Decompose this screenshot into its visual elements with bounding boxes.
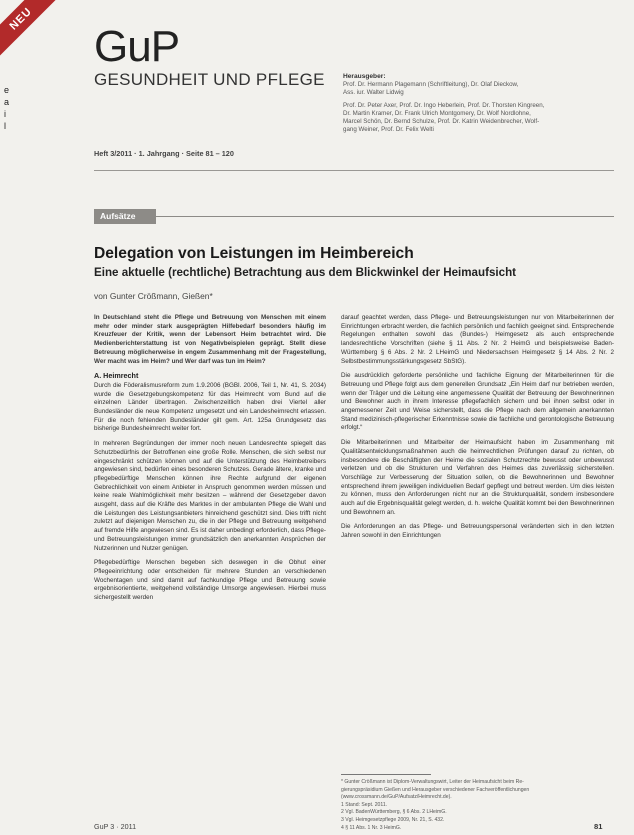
journal-logo: GuP [94,22,180,71]
footnote: gierungspräsidium Gießen und Herausgeber verschiedener Fachveröffentlichungen [341,786,530,793]
body-paragraph: darauf geachtet werden, dass Pflege- und Betreuungsleistungen nur von Mitarbeiterinnen der Einrichtungen erbracht werden, die fachlich persönlich und fachlich geeignet sind. Entsprechende Regelungen enthalten sowohl das (Bundes-) Heimgesetz als auch entsprechende landesrechtliche Vorschriften (siehe § 11 Abs. 2 Nr. 2 HeimG und beispielsweise Baden-Württemberg § 6 Abs. 2 Nr. 2 LHeimG und Niedersachsen Heimgesetz § 14 Abs. 2 Nr. 2 Selbstbestimmungsstärkungsgesetz SbStG). [341,314,614,365]
page-number: 81 [594,822,603,831]
footnote-divider [341,774,431,775]
editor-line: Ass. iur. Walter Lidwig [343,89,404,96]
body-paragraph: Die Anforderungen an das Pflege- und Betreuungspersonal veränderten sich in den letzten Jahren sowohl in den Einrichtungen [341,523,614,540]
advisory-line: gang Weiner, Prof. Dr. Felix Welti [343,126,434,133]
section-divider [156,216,614,217]
header-divider [94,170,614,171]
journal-subtitle: GESUNDHEIT UND PFLEGE [94,70,325,89]
footnote: 4 § 11 Abs. 1 Nr. 3 HeimG. [341,824,402,831]
section-heading: A. Heimrecht [94,371,139,381]
footnote: 3 Vgl. Heimgesetzpflege 2009, Nr. 21, S. 432. [341,816,445,823]
section-label: Aufsätze [94,209,156,224]
advisory-line: Dr. Martin Kramer, Dr. Frank Ulrich Montgomery, Dr. Wolf Nordlohne, [343,110,531,117]
lead-paragraph: In Deutschland steht die Pflege und Betreuung von Menschen mit einem mehr oder minder stark ausgeprägten Hilfebedarf besonders häufig im Kreuzfeuer der Kritik, wenn der Lebensort Heim betrachtet wird. Die Medienberichterstattung ist von Negativbeispielen geprägt. Stellt diese Betreuung möglicherweise in engem Zusammenhang mit der Fragestellung, Wer macht was im Heim? und Wer darf was tun im Heim? [94,314,326,365]
edge-mark: l [4,121,6,131]
edge-mark: a [4,97,10,107]
article-subtitle: Eine aktuelle (rechtliche) Betrachtung aus dem Blickwinkel der Heimaufsicht [94,266,517,279]
editors-block [343,73,613,139]
body-paragraph: Durch die Föderalismusreform zum 1.9.2006 (BGBl. 2006, Teil 1, Nr. 41, S. 2034) wurde die Gesetzgebungskompetenz für das Heimrecht vom Bund auf die einzelnen Länder übertragen. Zwischenzeitlich haben drei Viertel aller Bundesländer die neue Kompetenz umgesetzt und ein Landesheimrecht erlassen. Für die noch fehlenden Bundesländer gilt gem. Art. 125a Grundgesetz das bisherige Bundesheimrecht weiter fort. [94,381,326,433]
edge-mark: i [4,109,6,119]
editor-line: Prof. Dr. Hermann Plagemann (Schriftleitung), Dr. Olaf Dieckow, [343,81,519,88]
article-author: von Gunter Crößmann, Gießen* [94,291,213,301]
body-paragraph: Pflegebedürftige Menschen begeben sich deswegen in die Obhut einer Pflegeeinrichtung oder entscheiden für mehrere Stunden an verschiedenen Wochentagen und sind damit auf fachkundige Pflege und Betreuung sowie ergebnisorientierte, weitgehend vollständige Umsorge angewiesen. Hierbei muss sichergestellt werden [94,559,326,602]
new-ribbon: NEU [0,0,68,66]
left-column [94,314,326,812]
advisory-line: Marcel Schön, Dr. Bernd Schulze, Prof. Dr. Katrin Weidenbrecher, Wolf- [343,118,540,125]
footnote: (www.crossmann.de/GuP/Aufsatz/Heimrecht.de). [341,794,452,801]
edge-mark: e [4,85,10,95]
right-column [341,314,614,769]
footnote: 1 Stand: Sept. 2011. [341,801,388,808]
body-paragraph: Die ausdrücklich geforderte persönliche und fachliche Eignung der Mitarbeiterinnen für die Betreuung und Pflege folgt aus dem generellen Grundsatz „Ein Heim darf nur betrieben werden, wenn der Träger und die Leitung eine angemessene Qualität der Betreuung der Bewohnerinnen und Bewohner auch in ihrem Interesse pflegefachlich sichern und bei ihnen selbst oder in angemessener Zeit und Weise sicherstellt, dass die Pflege nach dem allgemein anerkannten Stand medizinisch-pflegerischer Erkenntnisse sowie die fachliche und gerontologische Betreuung erfolgt.“ [341,372,614,432]
editors-label: Herausgeber: [343,73,386,80]
body-paragraph: In mehreren Begründungen der immer noch neuen Landesrechte spiegelt das Schutzbedürfnis der Betroffenen eine große Rolle. Menschen, die sich selbst nur eingeschränkt schützen können und auf die Unterstützung des Heimbetreibers angewiesen sind, bedürfen eines besonderen Schutzes. Gerade ältere, kranke und pflegebedürftige Menschen können ihre Rechte aufgrund der eigenen Gebrechlichkeit von einem Anbieter in Anspruch genommen werden müssen und keine reale Wahlmöglichkeit mehr besitzen – während der Gesetzgeber davon ausgeht, dass auf die Kräfte des Marktes in der ambulanten Pflege die Wahl und die Leistungen des Leistungsanbieters hinreichend geschützt sind. Dies trifft nicht zuletzt auf diejenigen Menschen zu, die in der Pflege und Betreuung weitgehend auf fremde Hilfe angewiesen sind. Es ist daher unbedingt erforderlich, dass Pflege- und Betreuungsleistungen immer grundsätzlich den anerkannten Ansprüchen der Nutzerinnen und Nutzer genügen. [94,440,326,552]
footnotes [341,779,614,832]
article-title: Delegation von Leistungen im Heimbereich [94,245,414,262]
issue-info: Heft 3/2011 · 1. Jahrgang · Seite 81 – 120 [94,149,234,158]
footer-journal-issue: GuP 3 · 2011 [94,822,137,831]
advisory-line: Prof. Dr. Peter Axer, Prof. Dr. Ingo Heberlein, Prof. Dr. Thorsten Kingreen, [343,102,545,109]
footnote: * Gunter Crößmann ist Diplom-Verwaltungswirt, Leiter der Heimaufsicht beim Re- [341,779,524,785]
body-paragraph: Die Mitarbeiterinnen und Mitarbeiter der Heimaufsicht haben im Zusammenhang mit Qualitätsentwicklungsmaßnahmen auch die heimrechtlichen Prüfungen darauf zu richten, ob insbesondere die Beschäftigten der Heime die sozialen Schutzrechte bewusst oder unbewusst verletzen und ob die Strukturen und Verfahren des Heimes das zuverlässig sicherstellen. Vorschläge zur Verbesserung der Situation sollen, ob die Bewohnerinnen und Bewohner entsprechend ihrem jeweiligen individuellen Bedarf gepflegt und betreut werden. Um dies leisten zu können, muss den Anforderungen nicht nur an die Strukturqualität, sondern insbesondere auch auf die Ergebnisqualität gelegt werden, d. h. welche Qualität kommt bei den Bewohnerinnen und Bewohnern an. [341,439,614,516]
adjacent-page-edge [4,84,14,132]
footnote: 2 Vgl. BadenWürttemberg, § 6 Abs. 2 LHeimG. [341,809,447,816]
